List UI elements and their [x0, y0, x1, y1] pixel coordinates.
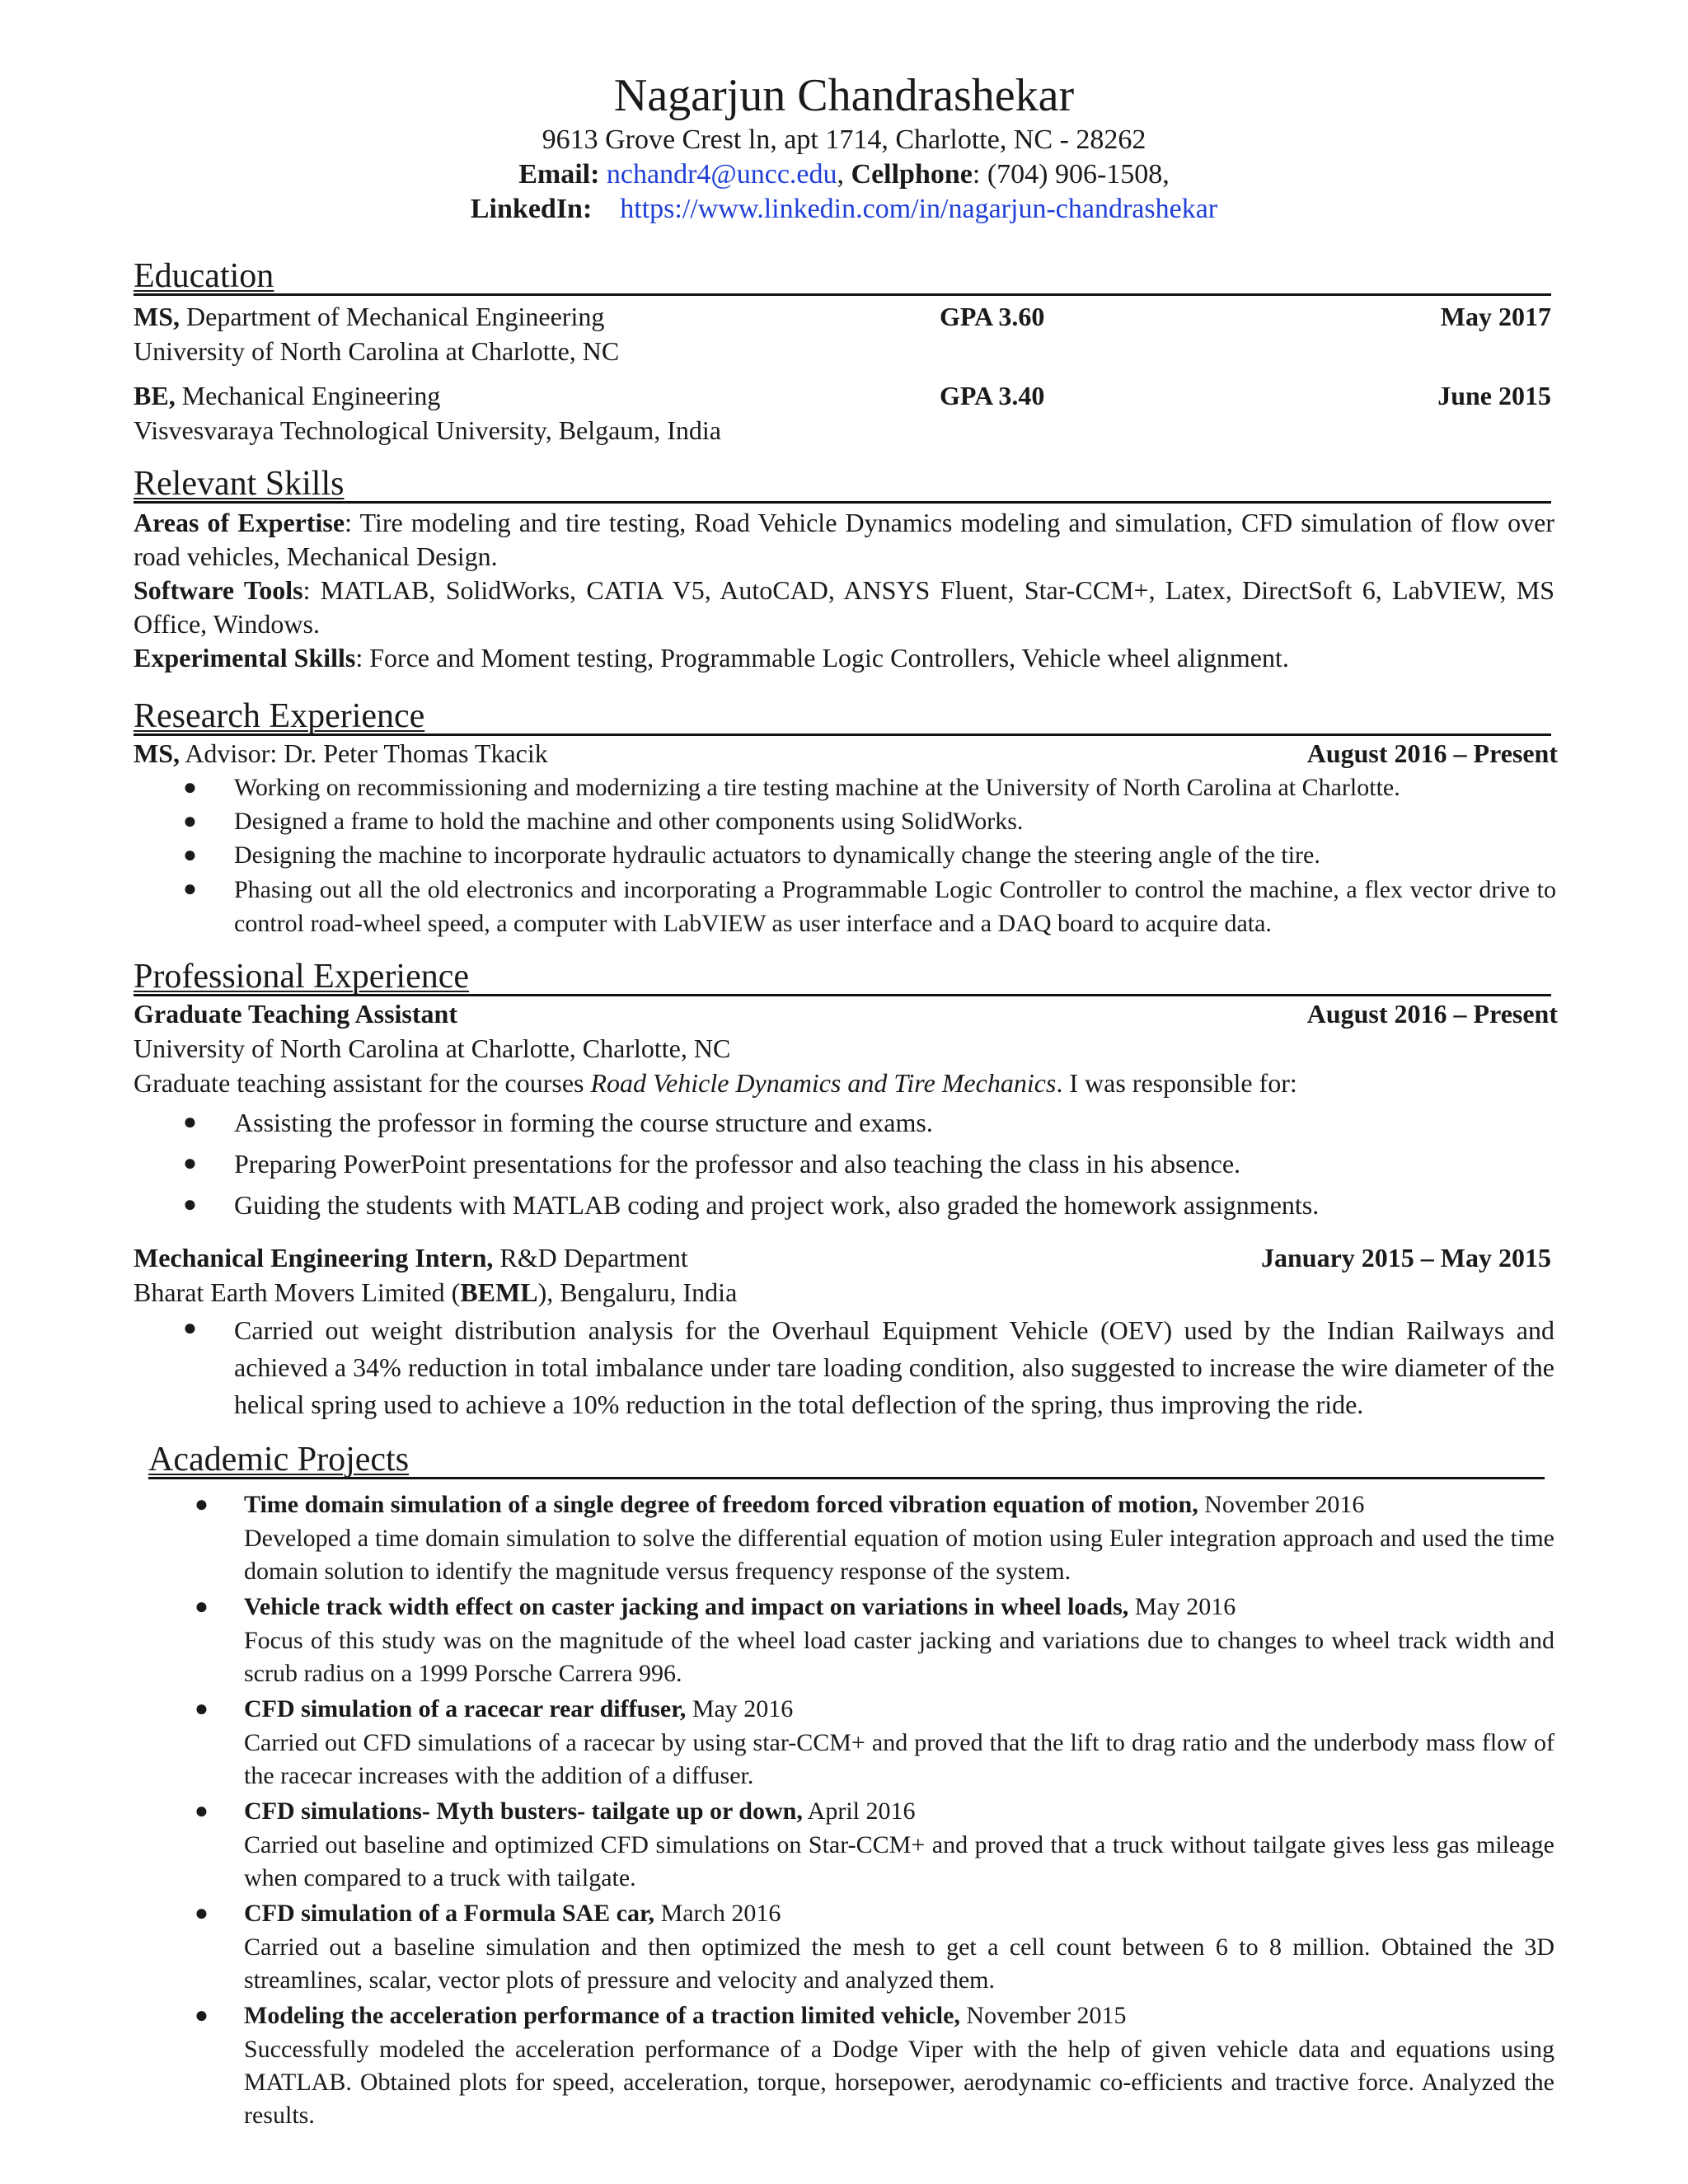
edu-ms-title: MS, Department of Mechanical Engineering — [134, 302, 605, 331]
skills-tools: Software Tools: MATLAB, SolidWorks, CATIA V5, AutoCAD, ANSYS Fluent, Star-CCM+, Latex, DirectSoft 6, LabVIEW, MS Office, Windows. — [134, 575, 1554, 639]
job1-bullet-1: Assisting the professor in forming the course structure and exams. — [234, 1108, 933, 1137]
edu-be-gpa: GPA 3.40 — [940, 381, 1045, 410]
project-5-title: CFD simulation of a Formula SAE car, March 2016 — [244, 1900, 781, 1927]
edu-ms-school: University of North Carolina at Charlotte, NC — [134, 336, 620, 366]
linkedin-line — [0, 193, 1688, 226]
skills-areas: Areas of Expertise: Tire modeling and tire testing, Road Vehicle Dynamics modeling and simulation, CFD simulation of flow over road vehicles, Mechanical Design. — [134, 508, 1555, 571]
project-4-title: CFD simulations- Myth busters- tailgate up or down, April 2016 — [244, 1797, 916, 1825]
project-1-title: Time domain simulation of a single degree of freedom forced vibration equation of motion, November 2016 — [244, 1491, 1365, 1518]
candidate-name: Nagarjun Chandrashekar — [613, 70, 1075, 121]
phone-label: Cellphone — [851, 159, 973, 190]
bullet: ● — [183, 1315, 197, 1341]
job2-org: Bharat Earth Movers Limited (BEML), Bengaluru, India — [134, 1277, 738, 1307]
linkedin-label: LinkedIn: — [470, 194, 593, 224]
project-6-desc: Successfully modeled the acceleration performance of a Dodge Viper with the help of given vehicle data and equations using MATLAB. Obtained plots for speed, acceleration, torque, horsepower, aerodynamic co-efficients and tractive force. Analyzed the results. — [244, 2036, 1554, 2129]
bullet: ● — [195, 1594, 209, 1619]
project-3-title: CFD simulation of a racecar rear diffuser, May 2016 — [244, 1695, 794, 1722]
edu-be-date: June 2015 — [1437, 381, 1551, 410]
research-bullet-1: Working on recommissioning and modernizing a tire testing machine at the University of North Carolina at Charlotte. — [234, 774, 1400, 801]
professional-heading: Professional Experience — [134, 949, 1551, 996]
projects-heading: Academic Projects — [148, 1432, 1545, 1479]
job1-org: University of North Carolina at Charlotte, Charlotte, NC — [134, 1033, 731, 1063]
job1-bullet-2: Preparing PowerPoint presentations for the professor and also teaching the class in his absence. — [234, 1149, 1241, 1179]
job2-title: Mechanical Engineering Intern, R&D Department — [134, 1243, 688, 1272]
bullet: ● — [183, 1151, 197, 1176]
research-bullet-2: Designed a frame to hold the machine and other components using SolidWorks. — [234, 808, 1024, 835]
job1-desc: Graduate teaching assistant for the courses Road Vehicle Dynamics and Tire Mechanics. I was responsible for: — [134, 1068, 1297, 1098]
bullet: ● — [183, 876, 197, 902]
job1-title: Graduate Teaching Assistant — [134, 999, 457, 1029]
job2-bullet-1: Carried out weight distribution analysis for the Overhaul Equipment Vehicle (OEV) used by the Indian Railways and achieved a 34% reduction in total imbalance under tare loading condition, also suggested to increase the wire diameter of the helical spring used to achieve a 10% reduction in the total deflection of the spring, thus improving the ride. — [234, 1315, 1554, 1419]
bullet: ● — [195, 1900, 209, 1926]
bullet: ● — [195, 2003, 209, 2028]
bullet: ● — [195, 1492, 209, 1517]
research-bullet-3: Designing the machine to incorporate hydraulic actuators to dynamically change the steering angle of the tire. — [234, 841, 1320, 869]
project-4-desc: Carried out baseline and optimized CFD simulations on Star-CCM+ and proved that a truck without tailgate gives less gas mileage when compared to a truck with tailgate. — [244, 1831, 1554, 1891]
research-date: August 2016 – Present — [1306, 738, 1558, 768]
skills-heading: Relevant Skills — [134, 457, 1551, 504]
job1-date: August 2016 – Present — [1306, 999, 1558, 1029]
bullet: ● — [183, 775, 197, 800]
email-label: Email: — [518, 159, 600, 190]
bullet: ● — [183, 842, 197, 868]
project-3-desc: Carried out CFD simulations of a racecar by using star-CCM+ and proved that the lift to drag ratio and the underbody mass flow of the racecar increases with the addition of a diffuser. — [244, 1729, 1554, 1789]
research-heading: Research Experience — [134, 689, 1551, 736]
job2-date: January 2015 – May 2015 — [1261, 1243, 1551, 1272]
edu-be-school: Visvesvaraya Technological University, Belgaum, India — [134, 415, 721, 445]
project-2-desc: Focus of this study was on the magnitude of the wheel load caster jacking and variations due to changes to wheel track width and scrub radius on a 1999 Porsche Carrera 996. — [244, 1627, 1554, 1687]
bullet: ● — [183, 1109, 197, 1135]
bullet: ● — [195, 1696, 209, 1722]
edu-be-title: BE, Mechanical Engineering — [134, 381, 441, 410]
research-title: MS, Advisor: Dr. Peter Thomas Tkacik — [134, 738, 548, 768]
job1-bullet-3: Guiding the students with MATLAB coding and project work, also graded the homework assignments. — [234, 1190, 1320, 1220]
bullet: ● — [195, 1798, 209, 1824]
edu-ms-date: May 2017 — [1440, 302, 1551, 331]
skills-experimental: Experimental Skills: Force and Moment testing, Programmable Logic Controllers, Vehicle wheel alignment. — [134, 643, 1289, 673]
contact-line: Email: nchandr4@uncc.edu, Cellphone: (704) 906-1508, — [518, 159, 1170, 190]
bullet: ● — [183, 808, 197, 834]
project-2-title: Vehicle track width effect on caster jacking and impact on variations in wheel loads, May 2016 — [244, 1593, 1236, 1620]
edu-ms-gpa: GPA 3.60 — [940, 302, 1045, 331]
bullet: ● — [183, 1192, 197, 1217]
linkedin-link[interactable]: https://www.linkedin.com/in/nagarjun-chandrashekar — [620, 194, 1218, 224]
email-link[interactable]: nchandr4@uncc.edu — [599, 159, 837, 190]
phone-number: : (704) 906-1508, — [972, 159, 1170, 190]
research-bullet-4: Phasing out all the old electronics and incorporating a Programmable Logic Controller to control the machine, a flex vector drive to control road-wheel speed, a computer with LabVIEW as user interface and a DAQ board to acquire data. — [234, 876, 1556, 937]
project-6-title: Modeling the acceleration performance of a traction limited vehicle, November 2015 — [244, 2002, 1127, 2029]
education-heading: Education — [134, 249, 1551, 296]
project-1-desc: Developed a time domain simulation to solve the differential equation of motion using Euler integration approach and used the time domain solution to identify the magnitude versus frequency response of the system. — [244, 1525, 1554, 1585]
address: 9613 Grove Crest ln, apt 1714, Charlotte, NC - 28262 — [542, 124, 1146, 155]
project-5-desc: Carried out a baseline simulation and then optimized the mesh to get a cell count between 6 to 8 million. Obtained the 3D streamlines, scalar, vector plots of pressure and velocity and analyzed them. — [244, 1933, 1554, 1994]
